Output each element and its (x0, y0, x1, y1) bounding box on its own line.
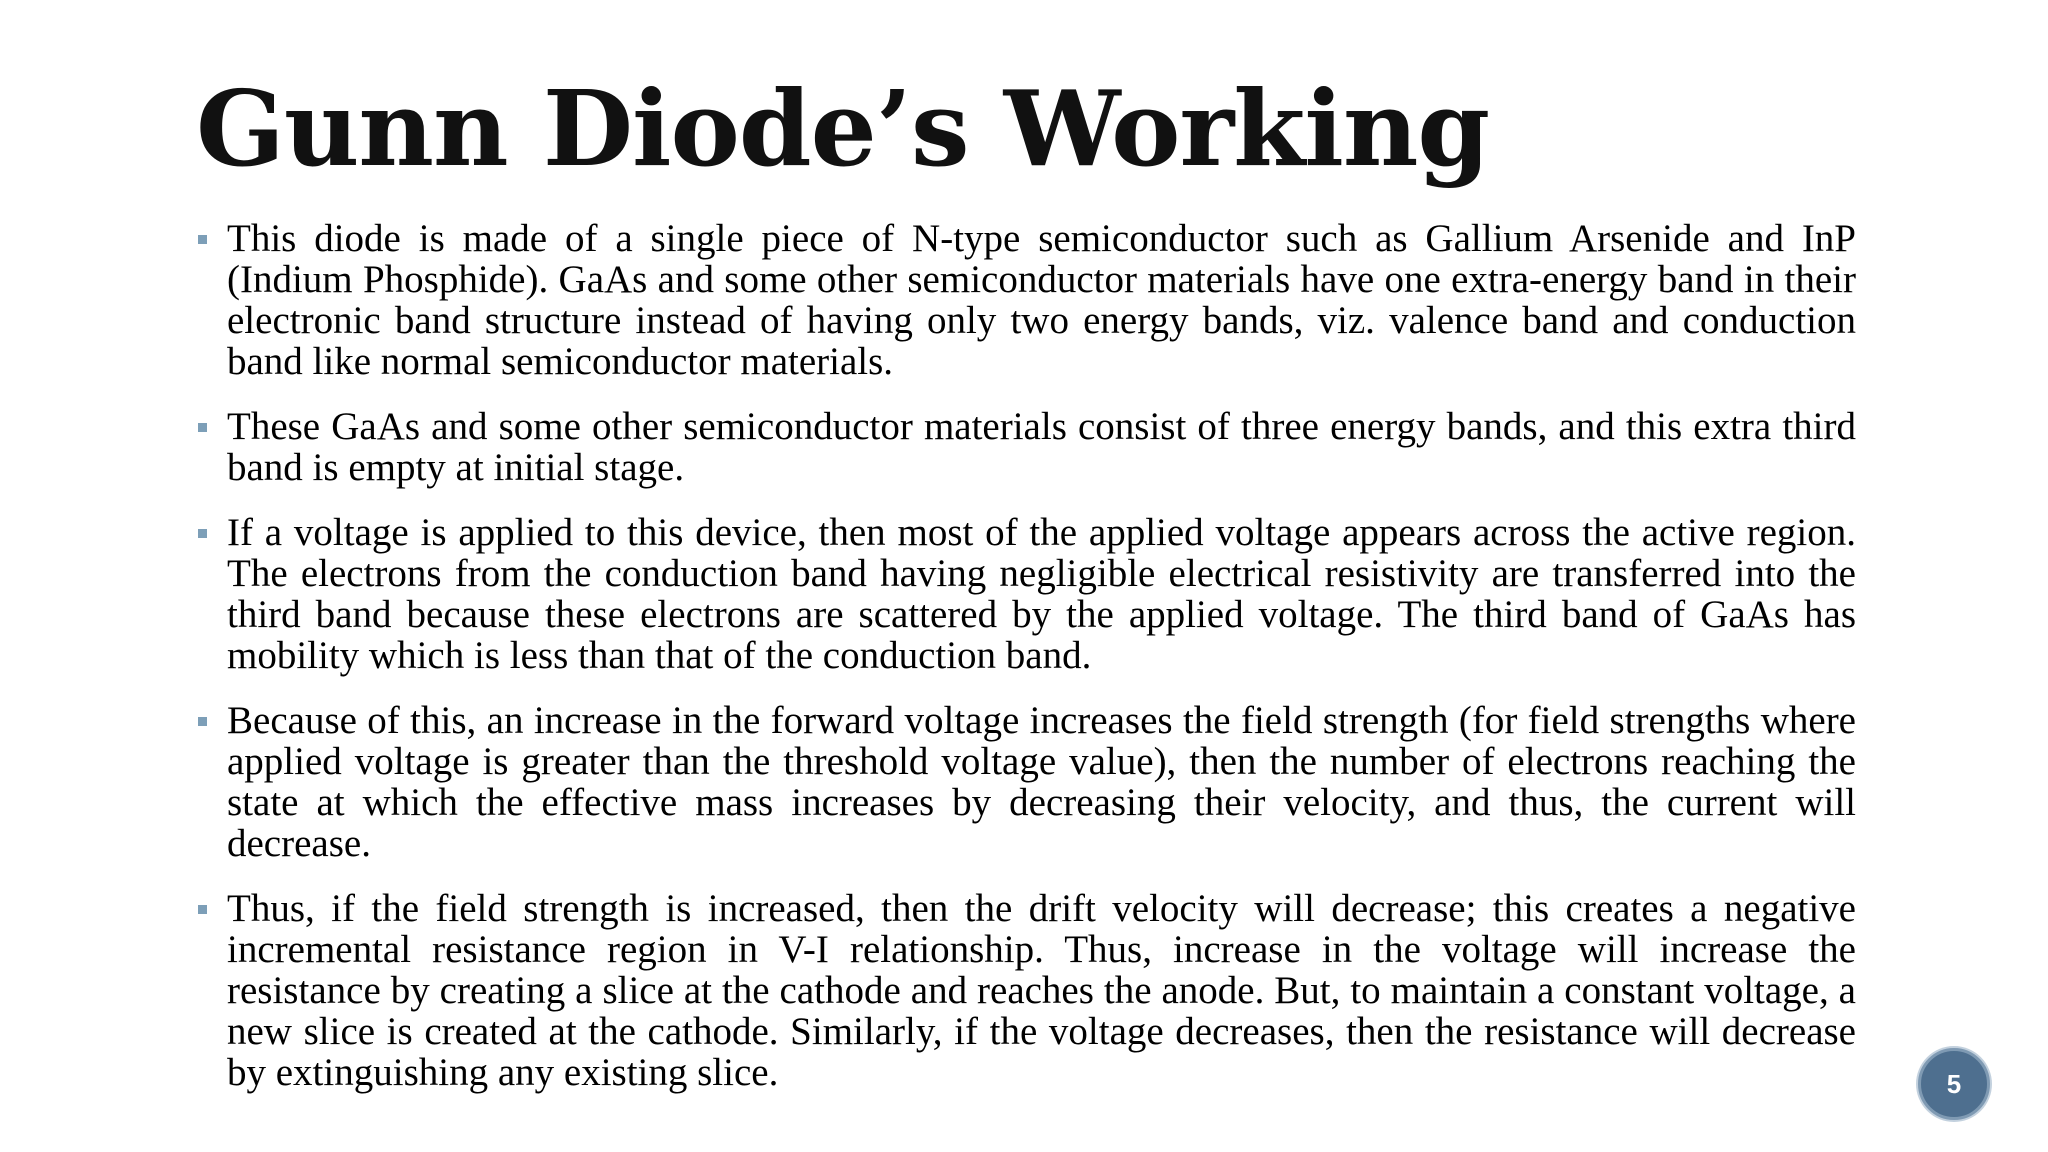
page-number: 5 (1946, 1068, 1962, 1099)
bullet-text: Because of this, an increase in the forward voltage increases the field strength (for field strengths where applied voltage is greater than the threshold voltage value), then the number of electrons reaching the state at which the effective mass increases by decreasing their velocity, and thus, the current will decrease. (227, 699, 1856, 865)
bullet-list (196, 218, 1856, 1117)
bullet-item (196, 512, 1856, 676)
square-bullet-icon (198, 529, 207, 538)
square-bullet-icon (198, 423, 207, 432)
bullet-text: Thus, if the field strength is increased, then the drift velocity will decrease; this creates a negative incremental resistance region in V-I relationship. Thus, increase in the voltage will increase the resistance by creating a slice at the cathode and reaches the anode. But, to maintain a constant voltage, a new slice is created at the cathode. Similarly, if the voltage decreases, then the resistance will decrease by extinguishing any existing slice. (227, 887, 1856, 1094)
square-bullet-icon (198, 235, 207, 244)
bullet-item (196, 218, 1856, 382)
slide-title: Gunn Diode’s Working (196, 67, 1490, 190)
bullet-text: If a voltage is applied to this device, then most of the applied voltage appears across the active region. The electrons from the conduction band having negligible electrical resistivity are transferred into the third band because these electrons are scattered by the applied voltage. The third band of GaAs has mobility which is less than that of the conduction band. (227, 511, 1856, 677)
page-number-badge (1918, 1048, 1990, 1120)
square-bullet-icon (198, 717, 207, 726)
bullet-item (196, 406, 1856, 488)
bullet-text: This diode is made of a single piece of N-type semiconductor such as Gallium Arsenide and InP (Indium Phosphide). GaAs and some other semiconductor materials have one extra-energy band in their electronic band structure instead of having only two energy bands, viz. valence band and conduction band like normal semiconductor materials. (227, 217, 1856, 383)
square-bullet-icon (198, 905, 207, 914)
bullet-item (196, 888, 1856, 1093)
bullet-item (196, 700, 1856, 864)
bullet-text: These GaAs and some other semiconductor materials consist of three energy bands, and this extra third band is empty at initial stage. (227, 405, 1856, 489)
